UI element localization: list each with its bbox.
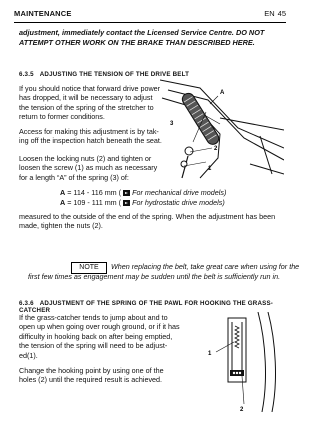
text-line: difficulty in hooking back on after being emptied, [19, 331, 173, 341]
text-line: made, tighten the nuts (2). [19, 221, 103, 231]
section-heading: ADJUSTMENT OF THE SPRING OF THE PAWL FOR HOOKING THE GRASS-CATCHER [19, 300, 274, 314]
label-2: 2 [240, 407, 244, 412]
text-line: Access for making this adjustment is by tak- [19, 127, 159, 136]
text-line: ing off the inspection hatch beneath the seat. [19, 136, 162, 146]
text-line: the tension of the spring of the stretcher to [19, 102, 154, 112]
paragraph-drive-power [19, 84, 160, 122]
language-code: EN [264, 9, 275, 18]
text-line: has dropped, it will be necessary to adjust [19, 93, 153, 103]
section-title-drive-belt [19, 71, 189, 78]
paragraph-loosen-nuts [19, 154, 157, 182]
section-number: 6.3.5 [19, 71, 34, 78]
panel-edge [268, 312, 275, 412]
measure-label: A [60, 188, 66, 197]
header-rule [14, 22, 286, 23]
measurement-hydrostatic [60, 198, 225, 207]
label-2: 2 [214, 146, 218, 152]
text-line: for a length “A” of the spring (3) of: [19, 172, 129, 182]
frame-edge [220, 118, 284, 130]
paragraph-grass-catcher [19, 313, 180, 360]
text-line: If you should notice that forward drive power [19, 84, 161, 93]
section-number: 6.3.6 [19, 300, 34, 307]
section-name: MAINTENANCE [14, 9, 72, 18]
adjustment-holes [233, 372, 241, 374]
paragraph-hooking-point [19, 366, 164, 385]
panel-edge [258, 312, 265, 412]
text-line: holes (2) until the required result is achieved. [19, 375, 163, 385]
text-line: Loosen the locking nuts (2) and tighten or [19, 154, 152, 163]
paragraph-measured [19, 212, 284, 231]
page-locator [261, 9, 286, 18]
section-heading: ADJUSTING THE TENSION OF THE DRIVE BELT [39, 71, 190, 78]
text-line: If the grass-catcher tends to jump about and to [19, 313, 168, 322]
text-line: return to former conditions. [19, 112, 105, 122]
locking-nut [181, 161, 187, 167]
note-badge: NOTE [71, 262, 107, 274]
label-3: 3 [170, 121, 174, 127]
pawl-spring-figure [206, 312, 286, 412]
measure-label: A [60, 198, 66, 207]
label-1: 1 [208, 351, 212, 357]
paragraph-access [19, 127, 162, 146]
text-line: ed(1). [19, 350, 38, 360]
drive-belt-tensioner-figure [160, 78, 284, 184]
label-a: A [220, 90, 225, 96]
text-line: measured to the outside of the end of the spring. When the adjustment has been [19, 212, 276, 221]
book-reference-icon [123, 190, 130, 196]
measurement-mechanical [60, 188, 226, 197]
intro-warning: adjustment, immediately contact the Licensed Service Centre. DO NOT ATTEMPT OTHER WORK ON THE BRAKE THAN DESCRIBED HERE. [19, 28, 265, 47]
measure-mode: For hydrostatic drive models) [132, 198, 225, 207]
note-text-line2: first few times as engagement may be sudden until the belt is sufficiently run in. [28, 272, 281, 281]
measure-value: = 109 - 111 mm ( [67, 198, 122, 207]
frame-edge [250, 164, 284, 174]
label-1: 1 [208, 166, 212, 172]
text-line: the tension of the spring will need to be adjust- [19, 341, 168, 351]
book-reference-icon [123, 200, 130, 206]
text-line: loosen the screw (1) as much as necessary [19, 163, 158, 173]
measure-mode: For mechanical drive models) [132, 188, 227, 197]
text-line: Change the hooking point by using one of the [19, 366, 164, 375]
note-text-line1: When replacing the belt, take great care when using for the [111, 262, 300, 271]
page-number: 45 [277, 9, 286, 18]
text-line: open up when going over rough ground, or if it has [19, 322, 180, 332]
locking-nut [185, 147, 193, 155]
page-header [14, 9, 286, 23]
measure-value: = 114 - 116 mm ( [67, 188, 122, 197]
